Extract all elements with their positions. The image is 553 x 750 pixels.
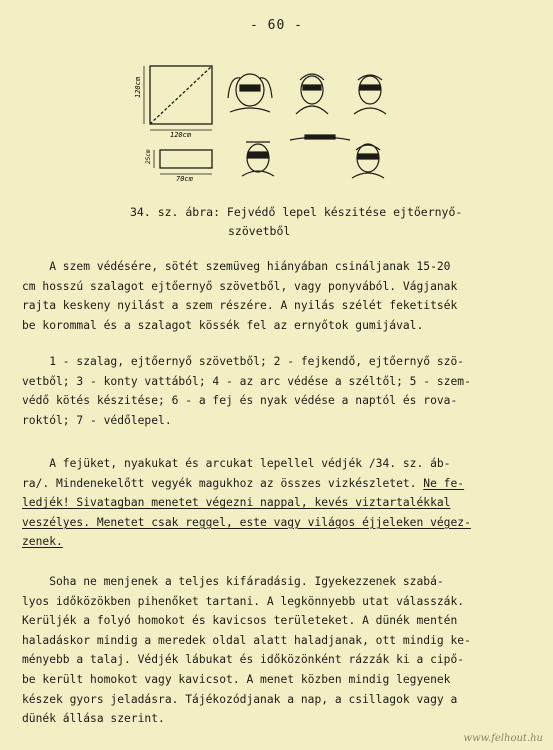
paragraph-head-protection [22, 454, 534, 552]
square-width-label: 120cm [170, 131, 192, 139]
underlined-text-line: veszélyes. Menetet csak reggel, este vagy világos éjjeleken végez- [22, 515, 471, 529]
paragraph-eye-protection [22, 257, 534, 335]
text-line: A fejüket, nyakukat és arcukat lepellel védjék /34. sz. áb- [22, 457, 451, 470]
head-sketch-5 [352, 144, 384, 178]
text-line: Soha ne menjenek a teljes kifáradásig. Igyekezzenek szabá- [22, 575, 444, 588]
text-segment: ra/. Mindenekelőtt vegyék magukhoz az összes vizkészletet. [22, 476, 424, 490]
text-line: roktól; 7 - védőlepel. [22, 413, 172, 427]
paragraph-march-advice [22, 572, 534, 729]
text-line: dünék állása szerint. [22, 712, 165, 726]
head-sketch-3 [354, 75, 386, 114]
caption-line-2: szövetből [228, 224, 291, 238]
text-line: 1 - szalag, ejtőernyő szövetből; 2 - fejkendő, ejtőernyő szö- [22, 355, 465, 368]
strip-height-label: 25cm [145, 149, 152, 164]
head-sketch-2 [296, 74, 328, 114]
text-line: haladáskor mindig a meredek oldal alatt haladjanak, ott mindig ke- [22, 633, 471, 647]
text-line: Kerüljék a folyó homokot és kavicsos területeket. A dünék mentén [22, 614, 458, 628]
text-line: A szem védésére, sötét szemüveg hiányában csináljanak 15-20 [22, 260, 451, 273]
text-line: vetből; 3 - konty vattából; 4 - az arc védése a széltől; 5 - szem- [22, 374, 471, 388]
strip-diagram [154, 150, 212, 174]
text-line: rajta keskeny nyilást a szem részére. A nyilás szélét feketitsék [22, 299, 458, 313]
figure-illustration [130, 58, 410, 193]
figure-caption [130, 203, 510, 241]
text-line: készek gyors jeladásra. Tájékozódjanak a nap, a csillagok vagy a [22, 692, 458, 706]
underlined-text: Ne fe- [423, 476, 465, 490]
watermark: www.felhout.hu [463, 733, 543, 744]
text-line: védő kötés készitése; 6 - a fej és nyak védése a naptól és rova- [22, 394, 458, 408]
blindfold-strip-sketch [290, 135, 350, 140]
figure-34 [130, 58, 410, 193]
text-line: lyos időközökben pihenőket tartani. A legkönnyebb utat válasszák. [22, 594, 465, 608]
caption-line-1: 34. sz. ábra: Fejvédő lepel készitése ejtőernyő- [130, 205, 463, 219]
text-line: be korommal és a szalagot kössék fel az ernyőtok gumijával. [22, 318, 424, 332]
page-number: - 60 - [250, 18, 303, 33]
underlined-text-line: ledjék! Sivatagban menetet végezni nappal, kevés viztartalékkal [22, 496, 451, 510]
text-line [22, 474, 534, 494]
square-height-label: 120cm [134, 76, 142, 98]
underlined-text-line: zenek. [22, 535, 63, 549]
paragraph-legend [22, 352, 534, 430]
head-sketch-4 [242, 142, 274, 176]
head-sketch-1 [228, 74, 272, 112]
strip-width-label: 70cm [176, 175, 193, 183]
text-line: cm hosszú szalagot ejtőernyő szövetből, vagy ponyvából. Vágjanak [22, 279, 458, 293]
text-line: be került homokot vagy kavicsot. A menet közben mindig legyenek [22, 672, 451, 686]
square-cloth-diagram [144, 66, 212, 130]
text-line: ményebb a talaj. Védjék lábukat és időközönként rázzák ki a cipő- [22, 653, 465, 667]
